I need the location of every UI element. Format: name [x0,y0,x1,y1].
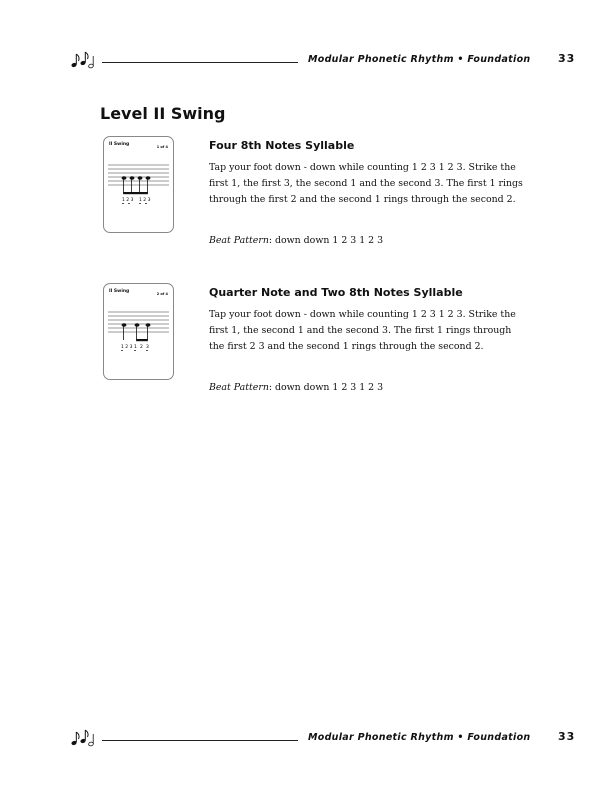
counting-syllables: 3 [146,345,149,350]
beat-pattern-value: : down down 1 2 3 1 2 3 [268,235,384,246]
rhythm-card [103,136,174,233]
header-page-number: 33 [558,52,576,65]
header-rule [102,62,298,63]
entry-body: Tap your foot down - down while counting 1 2 3 1 2 3. Strike the first 1, the second 1 and the second 3. The first 1 rings through the first 2 3 and the second 1 rings through the second 2. [209,309,516,352]
card-count: 1 of 4 [156,145,168,149]
running-footer [0,728,612,748]
counting-syllables: 1 2 3 [122,198,134,203]
footer-rule [102,740,298,741]
footer-series-title: Modular Phonetic Rhythm • Foundation [308,732,531,743]
card-count: 2 of 4 [156,292,168,296]
beat-pattern [209,233,383,249]
card-label: II Swing [109,142,130,147]
beat-pattern [209,380,383,396]
header-series-title: Modular Phonetic Rhythm • Foundation [308,54,531,65]
counting-syllables: 1 [134,345,137,350]
card-label: II Swing [109,289,130,294]
rhythm-notation [104,284,173,379]
counting-syllables: 1 2 3 [139,198,151,203]
beat-pattern-value: : down down 1 2 3 1 2 3 [268,382,384,393]
running-header [0,50,612,70]
eighth-notes-icon [70,728,96,748]
eighth-notes-icon [70,50,96,70]
rhythm-card [103,283,174,380]
entry-body: Tap your foot down - down while counting 1 2 3 1 2 3. Strike the first 1, the first 3, the second 1 and the second 3. The first 1 rings through the first 2 and the second 1 rings through the second 2. [209,162,523,205]
entry-title: Four 8th Notes Syllable [209,139,355,152]
counting-syllables: 2 [140,345,143,350]
rhythm-notation [104,137,173,232]
footer-page-number: 33 [558,730,576,743]
section-title: Level II Swing [100,104,226,123]
counting-syllables: 1 2 3 [121,345,133,350]
beat-pattern-label: Beat Pattern [209,235,269,246]
beat-pattern-label: Beat Pattern [209,382,269,393]
entry-title: Quarter Note and Two 8th Notes Syllable [209,286,463,299]
